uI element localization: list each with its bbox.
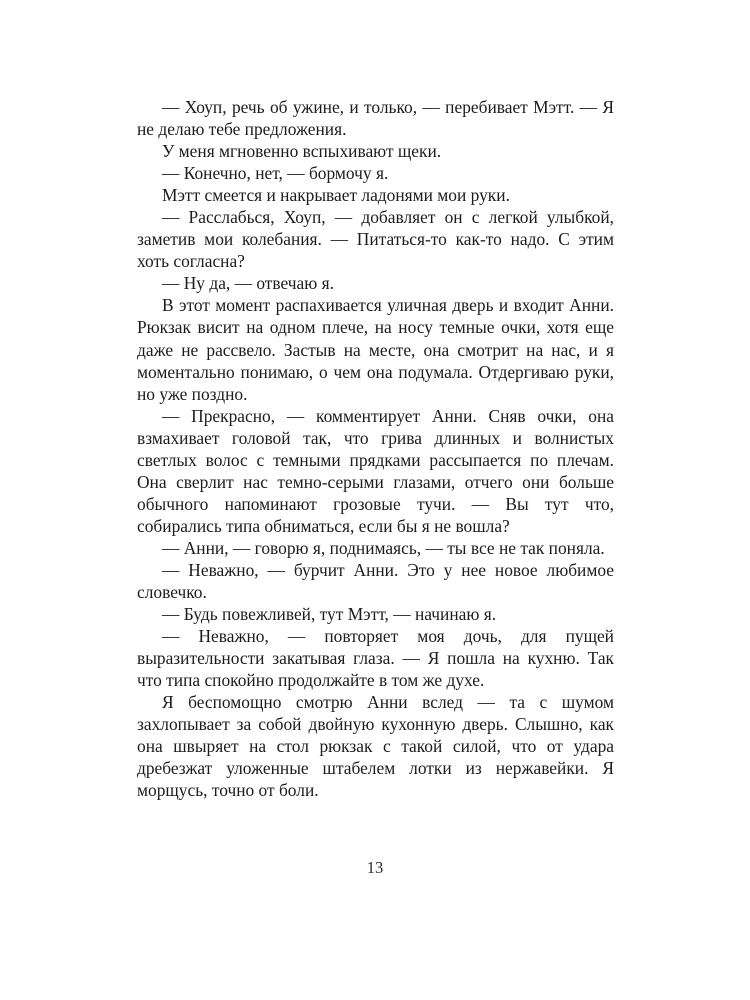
paragraph: — Неважно, — повторяет моя дочь, для пущей выразительности закатывая глаза. — Я пошла на кухню. Так что типа спокойно продолжайте в том же духе. — [137, 626, 614, 691]
paragraph: Я беспомощно смотрю Анни вслед — та с шумом захлопывает за собой двойную кухонную дверь. Слышно, как она швыряет на стол рюкзак с такой силой, что от удара дребезжат уложенные штабелем лотки из нержавейки. Я морщусь, точно от боли. — [137, 692, 614, 801]
paragraph: — Расслабься, Хоуп, — добавляет он с легкой улыбкой, заметив мои колебания. — Питаться-то как-то надо. С этим хоть согласна? — [137, 207, 614, 272]
paragraph: — Будь повежливей, тут Мэтт, — начинаю я. — [162, 604, 497, 625]
paragraph: — Конечно, нет, — бормочу я. — [162, 163, 389, 184]
paragraph: — Анни, — говорю я, поднимаясь, — ты все не так поняла. — [162, 537, 605, 558]
page-body-text — [137, 96, 614, 802]
page-number: 13 — [366, 858, 384, 877]
paragraph: — Неважно, — бурчит Анни. Это у нее новое любимое словечко. — [137, 559, 614, 603]
paragraph: У меня мгновенно вспыхивают щеки. — [162, 141, 442, 162]
paragraph: В этот момент распахивается уличная дверь и входит Анни. Рюкзак висит на одном плече, на носу темные очки, хотя еще даже не рассвело. Застыв на месте, она смотрит на нас, и я моментально понимаю, о чем она подумала. Отдергиваю руки, но уже поздно. — [137, 295, 614, 404]
paragraph: — Хоуп, речь об ужине, и только, — перебивает Мэтт. — Я не делаю тебе предложения. — [137, 97, 614, 140]
paragraph: — Прекрасно, — комментирует Анни. Сняв очки, она взмахивает головой так, что грива длинных и волнистых светлых волос с темными прядками рассыпается по плечам. Она сверлит нас темно-серыми глазами, отчего они больше обычного напоминают грозовые тучи. — Вы тут что, собирались типа обниматься, если бы я не вошла? — [137, 405, 614, 536]
paragraph: — Ну да, — отвечаю я. — [162, 273, 334, 294]
paragraph: Мэтт смеется и накрывает ладонями мои руки. — [162, 185, 510, 206]
